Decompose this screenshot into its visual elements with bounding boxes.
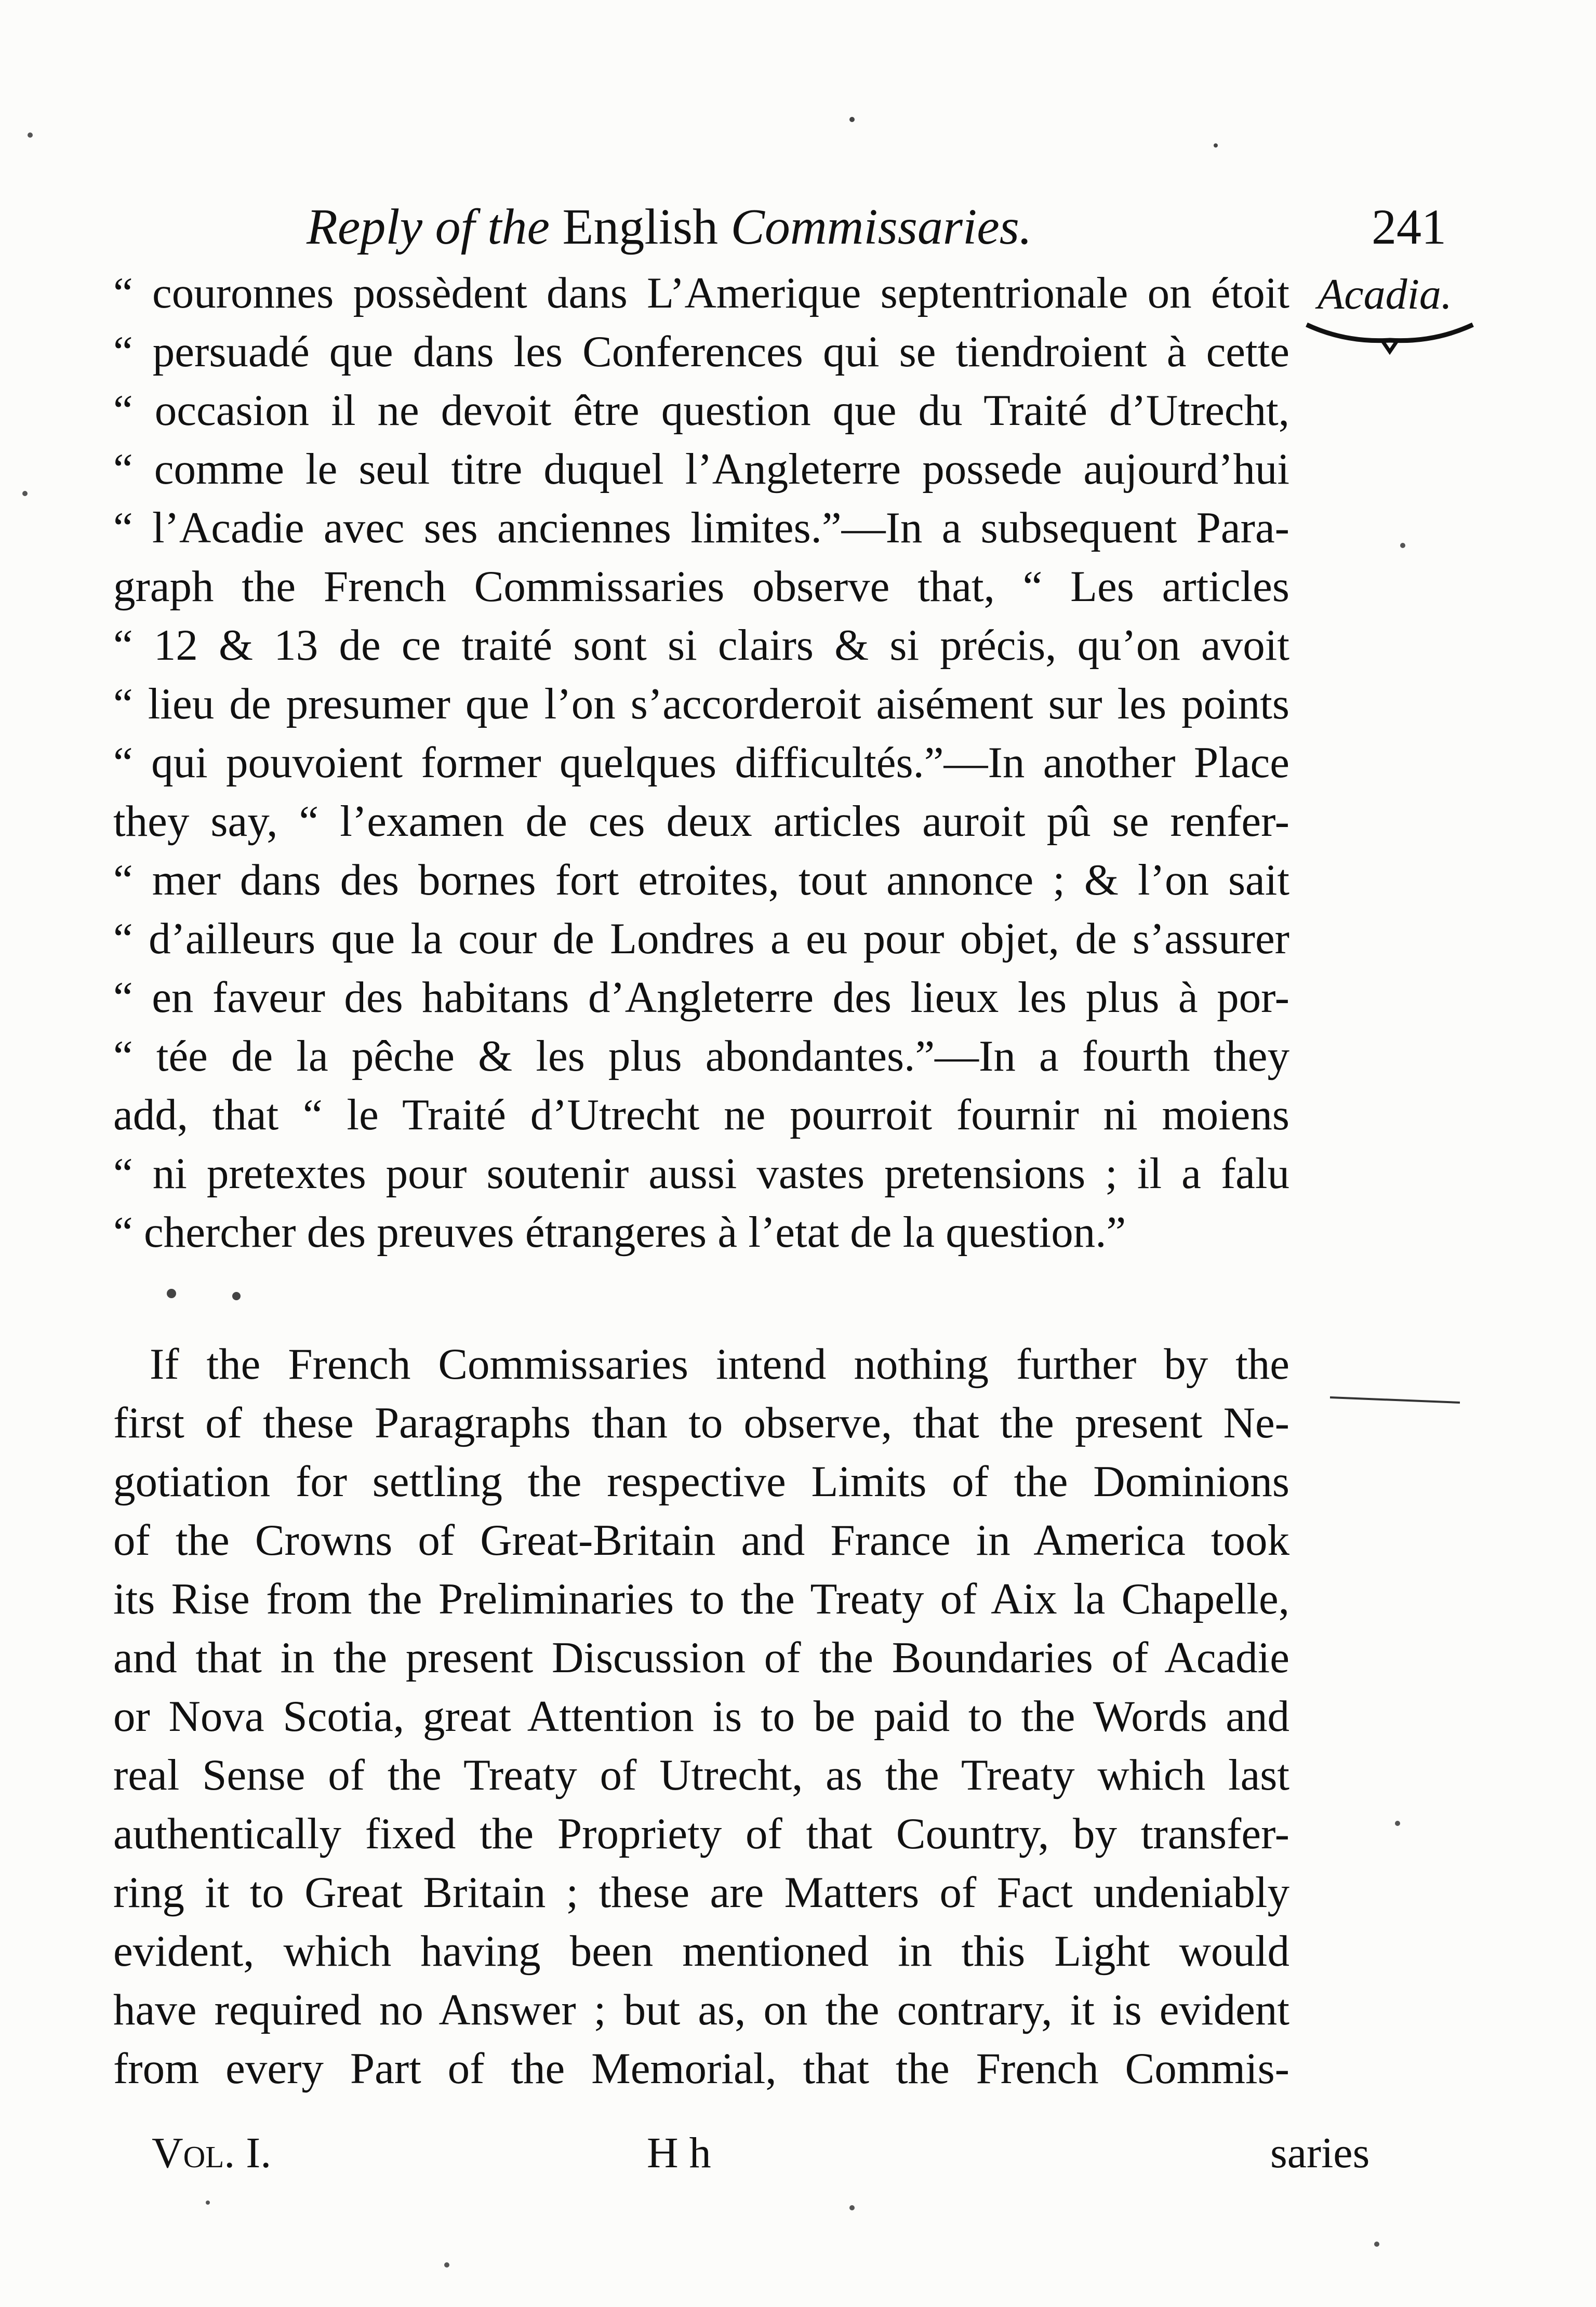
quote-line: “ qui pouvoient former quelques difficultés.”—In another Place xyxy=(113,738,1289,787)
quote-line: “ d’ailleurs que la cour de Londres a eu pour objet, de s’assurer xyxy=(113,914,1289,963)
quote-line: “ 12 & 13 de ce traité sont si clairs & si précis, qu’on avoit xyxy=(113,621,1289,670)
paragraph-line: ring it to Great Britain ; these are Matters of Fact undeniably xyxy=(113,1868,1289,1917)
quote-line: “ en faveur des habitans d’Angleterre des lieux les plus à por- xyxy=(113,973,1289,1022)
paragraph-line: and that in the present Discussion of the Boundaries of Acadie xyxy=(113,1633,1289,1682)
paragraph-line: its Rise from the Preliminaries to the Treaty of Aix la Chapelle, xyxy=(113,1575,1289,1623)
quote-line: they say, “ l’examen de ces deux articles auroit pû se renfer- xyxy=(113,797,1289,846)
quote-line: “ mer dans des bornes fort etroites, tout annonce ; & l’on sait xyxy=(113,856,1289,904)
quote-line: “ tée de la pêche & les plus abondantes.”—In a fourth they xyxy=(113,1032,1289,1081)
signature-mark: H h xyxy=(647,2129,711,2177)
paragraph-line: gotiation for settling the respective Limits of the Dominions xyxy=(113,1457,1289,1506)
paragraph-line: real Sense of the Treaty of Utrecht, as the Treaty which last xyxy=(113,1751,1289,1799)
paragraph-line: or Nova Scotia, great Attention is to be paid to the Words and xyxy=(113,1692,1289,1741)
quote-line: “ couronnes possèdent dans L’Amerique septentrionale on étoit xyxy=(113,269,1289,317)
quote-line: graph the French Commissaries observe that, “ Les articles xyxy=(113,562,1289,611)
quote-line: “ comme le seul titre duquel l’Angleterre possede aujourd’hui xyxy=(113,445,1289,494)
paragraph-line: evident, which having been mentioned in this Light would xyxy=(113,1927,1289,1976)
paragraph-line: have required no Answer ; but as, on the contrary, it is evident xyxy=(113,1985,1289,2034)
quote-line: “ chercher des preuves étrangeres à l’etat de la question.” xyxy=(113,1208,1126,1257)
paragraph-line: from every Part of the Memorial, that the French Commis- xyxy=(113,2044,1289,2093)
running-title-end: Commissaries. xyxy=(718,199,1032,255)
quote-line: “ ni pretextes pour soutenir aussi vastes pretensions ; il a falu xyxy=(113,1149,1289,1198)
quote-line: add, that “ le Traité d’Utrecht ne pourroit fournir ni moiens xyxy=(113,1090,1289,1139)
running-title-english: English xyxy=(562,199,719,255)
quote-line: “ lieu de presumer que l’on s’accorderoit aisément sur les points xyxy=(113,679,1289,728)
marginal-note: Acadia. xyxy=(1318,270,1452,318)
quote-line: “ l’Acadie avec ses anciennes limites.”—In a subsequent Para- xyxy=(113,503,1289,552)
quote-line: “ persuadé que dans les Conferences qui se tiendroient à cette xyxy=(113,327,1289,376)
paragraph-line: of the Crowns of Great-Britain and France in America took xyxy=(113,1516,1289,1565)
catchword: saries xyxy=(1270,2129,1370,2177)
quote-line: “ occasion il ne devoit être question que du Traité d’Utrecht, xyxy=(113,386,1289,435)
volume-signature: Vol. I. xyxy=(152,2129,272,2177)
paragraph-line: If the French Commissaries intend nothing further by the xyxy=(150,1340,1289,1389)
running-title-start: Reply of the xyxy=(307,199,563,255)
paragraph-line: first of these Paragraphs than to observe, that the present Ne- xyxy=(113,1398,1289,1447)
paragraph-line: authentically fixed the Propriety of that Country, by transfer- xyxy=(113,1809,1289,1858)
page-number: 241 xyxy=(1372,199,1446,255)
